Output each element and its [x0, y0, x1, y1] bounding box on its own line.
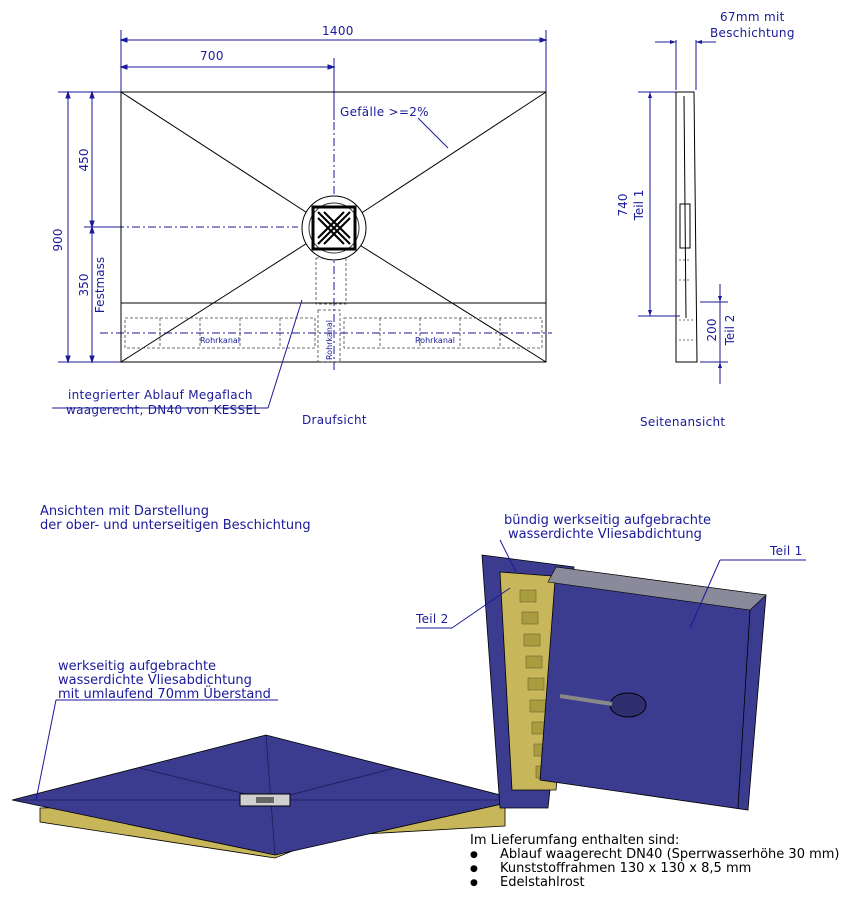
dim-350-label: Festmass	[93, 256, 107, 314]
dim-350: 350	[77, 273, 91, 297]
dim-700: 700	[200, 49, 224, 63]
drain-note-line1: integrierter Ablauf Megaflach	[68, 388, 253, 402]
dim-200-label: Teil 2	[723, 314, 737, 346]
dim-740: 740	[616, 193, 630, 217]
channel-right-label: Rohrkanal	[414, 336, 456, 345]
views-heading-line1: Ansichten mit Darstellung	[40, 504, 210, 519]
delivery-scope-title: Im Lieferumfang enthalten sind:	[470, 833, 680, 848]
dim-200: 200	[705, 318, 719, 342]
iso-part1-label: Teil 1	[770, 544, 803, 558]
thickness-line2: Beschichtung	[710, 26, 795, 40]
iso-left-note-line1: werkseitig aufgebrachte	[58, 659, 217, 674]
dim-900: 900	[51, 228, 65, 252]
thickness-line1: 67mm mit	[720, 10, 785, 24]
dim-740-label: Teil 1	[632, 189, 646, 221]
iso-left-note-line3: mit umlaufend 70mm Überstand	[58, 687, 271, 702]
slope-label: Gefälle >=2%	[340, 105, 429, 119]
dim-1400: 1400	[322, 24, 354, 38]
channel-left-label: Rohrkanal	[199, 336, 241, 345]
drain-symbol	[302, 196, 366, 260]
iso-part2-label: Teil 2	[416, 612, 449, 626]
delivery-scope	[470, 834, 840, 890]
iso-right-note-line1: bündig werkseitig aufgebrachte	[504, 513, 712, 528]
iso-tray-right	[482, 555, 766, 810]
side-view-caption: Seitenansicht	[640, 415, 726, 429]
delivery-item: ● Ablauf waagerecht DN40 (Sperrwasserhöhe 30 mm)	[484, 848, 840, 862]
delivery-item: ● Kunststoffrahmen 130 x 130 x 8,5 mm	[484, 862, 840, 876]
iso-tray-left	[12, 735, 520, 858]
views-heading-line2: der ober- und unterseitigen Beschichtung	[40, 518, 311, 533]
drain-note-line2: waagerecht, DN40 von KESSEL	[66, 403, 261, 417]
iso-right-note-line2: wasserdichte Vliesabdichtung	[508, 527, 702, 542]
iso-left-note-line2: wasserdichte Vliesabdichtung	[58, 673, 252, 688]
delivery-item: ● Edelstahlrost	[484, 876, 840, 890]
top-view-caption: Draufsicht	[302, 413, 367, 427]
dim-450: 450	[77, 148, 91, 172]
channel-center-label: Rohrkanal	[325, 319, 334, 361]
